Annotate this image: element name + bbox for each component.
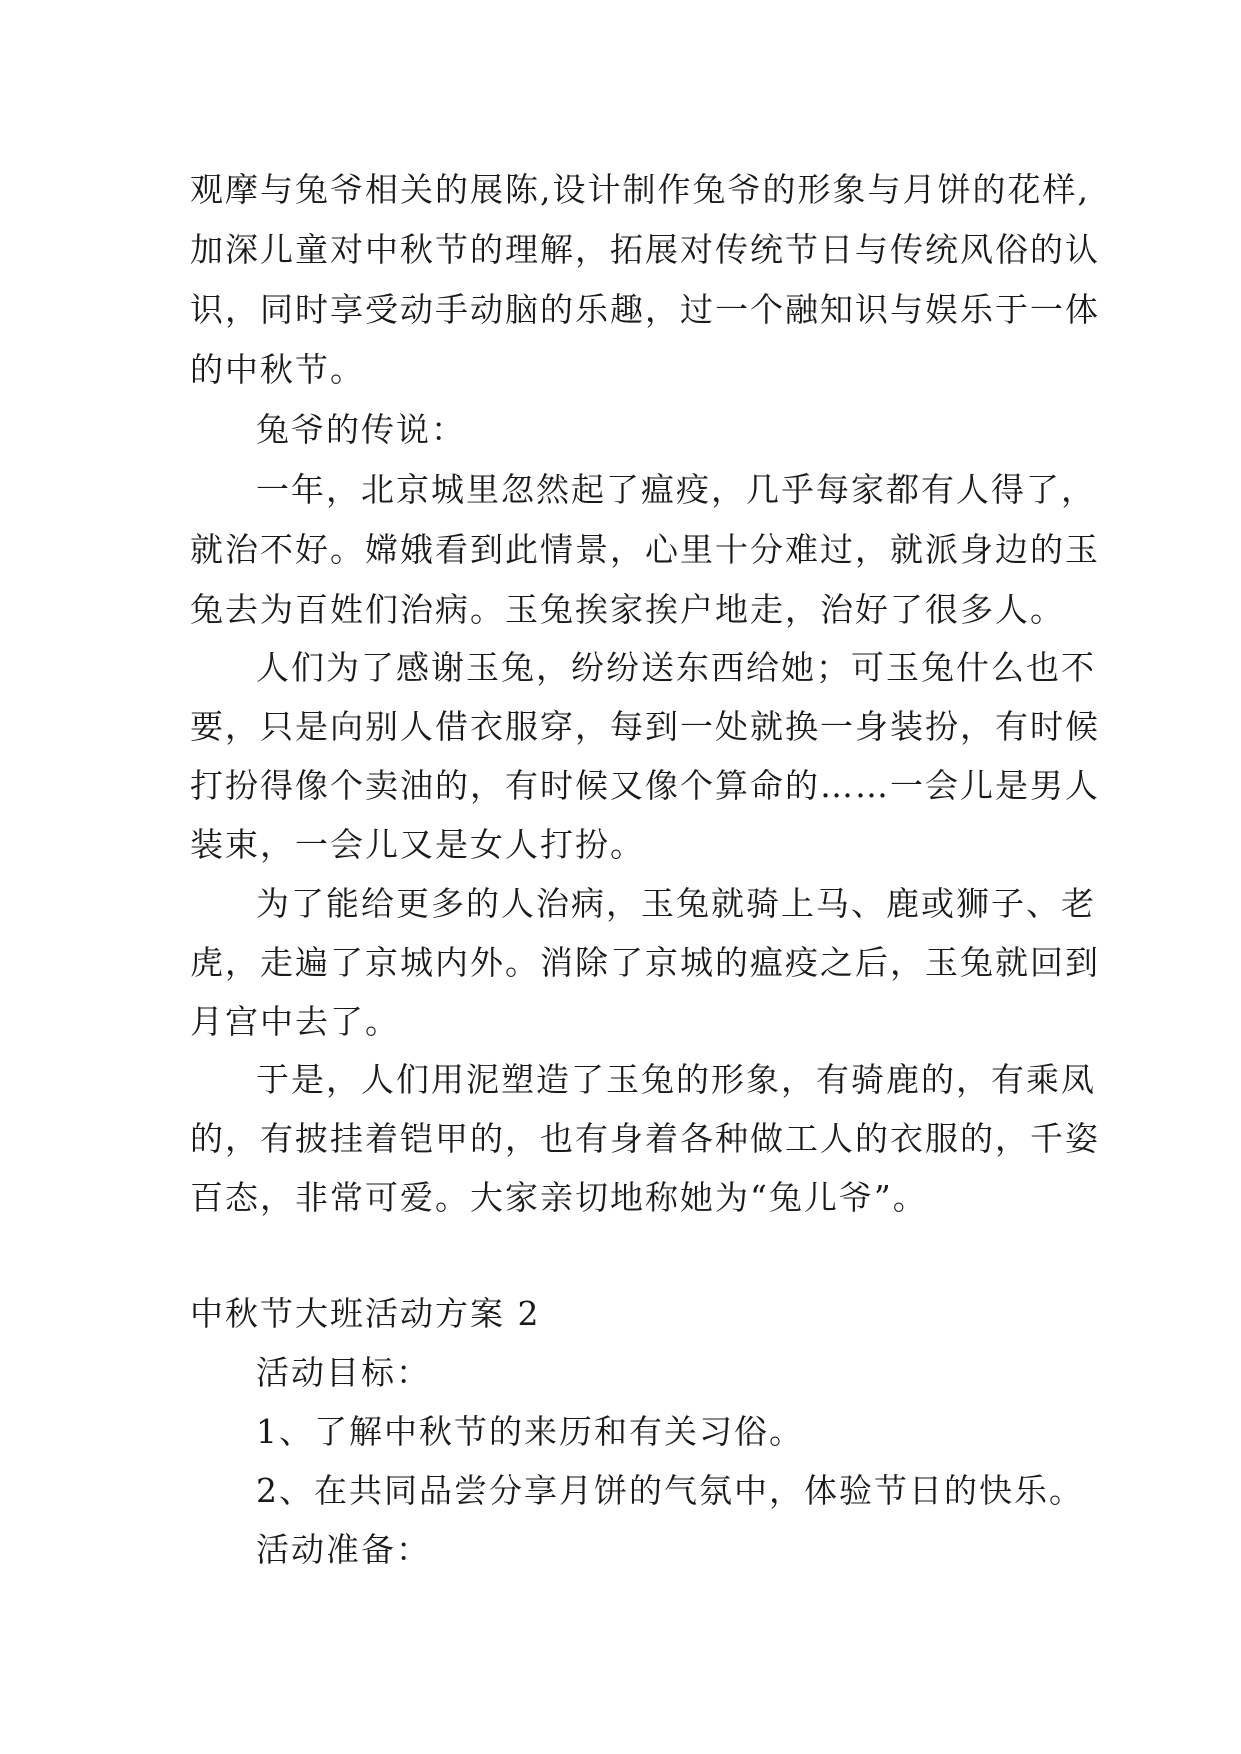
list-item: 1、了解中秋节的来历和有关习俗。 bbox=[256, 1412, 804, 1451]
text-line: 兔去为百姓们治病。玉兔挨家挨户地走，治好了很多人。 bbox=[190, 590, 1065, 629]
text-line: 就治不好。嫦娥看到此情景，心里十分难过，就派身边的玉 bbox=[190, 530, 1100, 569]
text-line: 加深儿童对中秋节的理解，拓展对传统节日与传统风俗的认 bbox=[190, 230, 1100, 269]
subheading: 活动目标： bbox=[256, 1353, 431, 1392]
text-line: 识，同时享受动手动脑的乐趣，过一个融知识与娱乐于一体 bbox=[190, 290, 1100, 329]
text-line: 一年，北京城里忽然起了瘟疫，几乎每家都有人得了， bbox=[256, 470, 1096, 509]
text-line: 人们为了感谢玉兔，纷纷送东西给她；可玉兔什么也不 bbox=[256, 648, 1096, 687]
text-line: 的，有披挂着铠甲的，也有身着各种做工人的衣服的，千姿 bbox=[190, 1119, 1100, 1158]
text-line: 的中秋节。 bbox=[190, 350, 365, 389]
text-line: 虎，走遍了京城内外。消除了京城的瘟疫之后，玉兔就回到 bbox=[190, 943, 1100, 982]
text-line: 于是，人们用泥塑造了玉兔的形象，有骑鹿的，有乘凤 bbox=[256, 1060, 1096, 1099]
text-line: 要，只是向别人借衣服穿，每到一处就换一身装扮，有时候 bbox=[190, 707, 1100, 746]
text-line: 月宫中去了。 bbox=[190, 1002, 400, 1041]
text-line: 装束，一会儿又是女人打扮。 bbox=[190, 825, 645, 864]
subheading: 活动准备： bbox=[256, 1530, 431, 1569]
section-title: 中秋节大班活动方案 2 bbox=[190, 1294, 541, 1333]
text-line: 百态，非常可爱。大家亲切地称她为“兔儿爷”。 bbox=[190, 1178, 928, 1217]
text-line: 打扮得像个卖油的，有时候又像个算命的……一会儿是男人 bbox=[190, 766, 1100, 805]
text-line: 观摩与兔爷相关的展陈,设计制作兔爷的形象与月饼的花样, bbox=[190, 170, 1090, 209]
list-item: 2、在共同品尝分享月饼的气氛中，体验节日的快乐。 bbox=[256, 1471, 1084, 1510]
text-line: 为了能给更多的人治病，玉兔就骑上马、鹿或狮子、老 bbox=[256, 884, 1096, 923]
section-heading: 兔爷的传说： bbox=[256, 410, 466, 449]
